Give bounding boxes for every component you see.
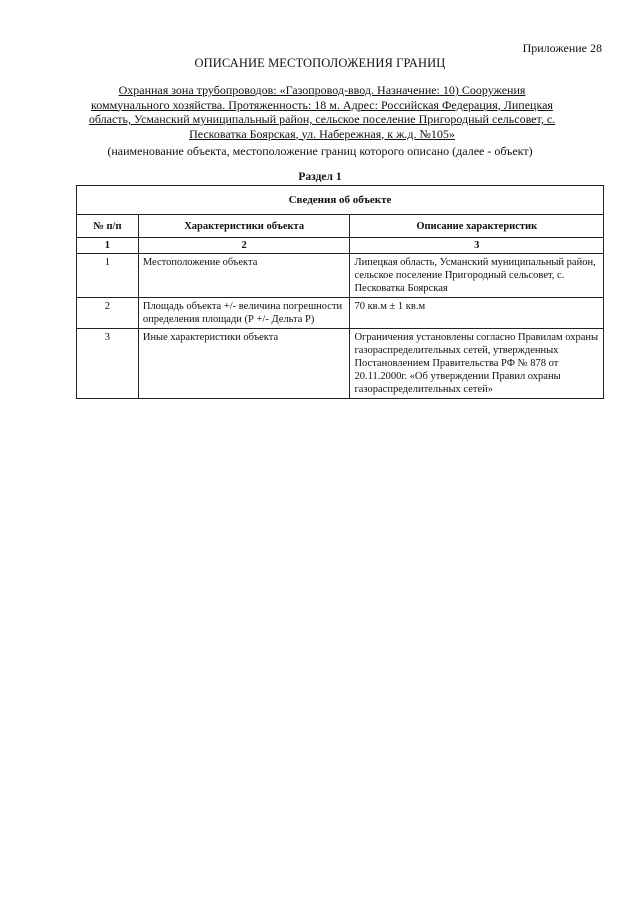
row-characteristic: Иные характеристики объекта <box>138 329 350 399</box>
column-index-2: 2 <box>138 238 350 254</box>
row-description: 70 кв.м ± 1 кв.м <box>350 298 604 329</box>
object-line-1: Охранная зона трубопроводов: «Газопровод-ввод. Назначение: 10) Сооружения <box>118 83 526 97</box>
row-characteristic: Площадь объекта +/- величина погрешности определения площади (Р +/- Дельта Р) <box>138 298 350 329</box>
table-header-row <box>77 215 604 238</box>
column-header-description: Описание характеристик <box>350 215 604 238</box>
row-description: Липецкая область, Усманский муниципальный район, сельское поселение Пригородный сельсовет, с. Песковатка Боярская <box>350 254 604 298</box>
object-line-4: Песковатка Боярская, ул. Набережная, к ж.д. №105» <box>189 126 455 141</box>
row-description: Ограничения установлены согласно Правилам охраны газораспределительных сетей, утвержденных Постановлением Правительства РФ № 878 от 20.11.2000г. «Об утверждении Правил охраны газораспределительных сетей» <box>350 329 604 399</box>
table-row <box>77 254 604 298</box>
page-title: ОПИСАНИЕ МЕСТОПОЛОЖЕНИЯ ГРАНИЦ <box>194 56 446 70</box>
table-row <box>77 298 604 329</box>
table-caption-row <box>77 186 604 215</box>
appendix-label: Приложение 28 <box>522 41 602 55</box>
column-header-characteristic: Характеристики объекта <box>138 215 350 238</box>
object-info-table <box>76 185 604 399</box>
table-caption: Сведения об объекте <box>77 186 604 215</box>
column-index-3: 3 <box>350 238 604 254</box>
column-index-1: 1 <box>77 238 139 254</box>
section-title: Раздел 1 <box>298 171 342 183</box>
row-number: 1 <box>77 254 139 298</box>
object-caption: (наименование объекта, местоположение границ которого описано (далее - объект) <box>107 144 533 158</box>
table-index-row <box>77 238 604 254</box>
object-description <box>84 83 560 141</box>
column-header-number: № п/п <box>77 215 139 238</box>
object-line-3: область, Усманский муниципальный район, сельское поселение Пригородный сельсовет, с. <box>88 112 556 126</box>
row-number: 2 <box>77 298 139 329</box>
row-characteristic: Местоположение объекта <box>138 254 350 298</box>
table-row <box>77 329 604 399</box>
row-number: 3 <box>77 329 139 399</box>
object-line-2: коммунального хозяйства. Протяженность: 18 м. Адрес: Российская Федерация, Липецкая <box>91 97 553 112</box>
